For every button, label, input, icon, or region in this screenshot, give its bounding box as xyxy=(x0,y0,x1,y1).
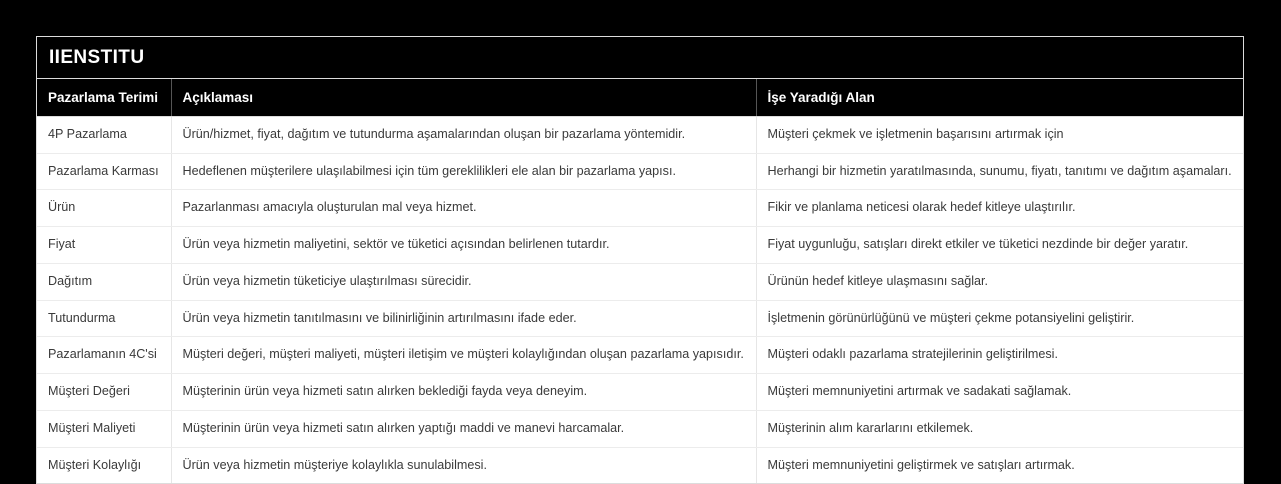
cell-term: Müşteri Değeri xyxy=(37,374,171,411)
table-row xyxy=(37,447,1243,483)
cell-term: Fiyat xyxy=(37,227,171,264)
cell-term: Müşteri Kolaylığı xyxy=(37,447,171,483)
column-header-benefit: İşe Yaradığı Alan xyxy=(756,79,1243,117)
cell-description: Müşteri değeri, müşteri maliyeti, müşteri iletişim ve müşteri kolaylığından oluşan pazarlama yapısıdır. xyxy=(171,337,756,374)
table-header xyxy=(37,79,1243,117)
cell-description: Ürün veya hizmetin tanıtılmasını ve bilinirliğinin artırılmasını ifade eder. xyxy=(171,300,756,337)
cell-benefit: Müşteri memnuniyetini artırmak ve sadakati sağlamak. xyxy=(756,374,1243,411)
cell-benefit: Ürünün hedef kitleye ulaşmasını sağlar. xyxy=(756,263,1243,300)
cell-benefit: Müşteri odaklı pazarlama stratejilerinin geliştirilmesi. xyxy=(756,337,1243,374)
cell-benefit: Fiyat uygunluğu, satışları direkt etkiler ve tüketici nezdinde bir değer yaratır. xyxy=(756,227,1243,264)
cell-term: Tutundurma xyxy=(37,300,171,337)
cell-description: Müşterinin ürün veya hizmeti satın alırken yaptığı maddi ve manevi harcamalar. xyxy=(171,410,756,447)
cell-description: Hedeflenen müşterilere ulaşılabilmesi için tüm gereklilikleri ele alan bir pazarlama yapısı. xyxy=(171,153,756,190)
cell-description: Ürün veya hizmetin tüketiciye ulaştırılması sürecidir. xyxy=(171,263,756,300)
table-body xyxy=(37,117,1243,484)
cell-description: Ürün veya hizmetin maliyetini, sektör ve tüketici açısından belirlenen tutardır. xyxy=(171,227,756,264)
column-header-description: Açıklaması xyxy=(171,79,756,117)
marketing-terms-table-card xyxy=(36,36,1244,484)
cell-benefit: Herhangi bir hizmetin yaratılmasında, sunumu, fiyatı, tanıtımı ve dağıtım aşamaları. xyxy=(756,153,1243,190)
cell-term: 4P Pazarlama xyxy=(37,117,171,154)
cell-term: Pazarlama Karması xyxy=(37,153,171,190)
cell-benefit: Fikir ve planlama neticesi olarak hedef kitleye ulaştırılır. xyxy=(756,190,1243,227)
table-row xyxy=(37,263,1243,300)
cell-benefit: Müşteri çekmek ve işletmenin başarısını artırmak için xyxy=(756,117,1243,154)
cell-term: Müşteri Maliyeti xyxy=(37,410,171,447)
marketing-terms-table xyxy=(37,79,1243,483)
table-row xyxy=(37,337,1243,374)
cell-term: Pazarlamanın 4C'si xyxy=(37,337,171,374)
cell-description: Ürün/hizmet, fiyat, dağıtım ve tutundurma aşamalarından oluşan bir pazarlama yöntemidir. xyxy=(171,117,756,154)
cell-benefit: Müşterinin alım kararlarını etkilemek. xyxy=(756,410,1243,447)
brand-bar xyxy=(37,37,1243,79)
column-header-term: Pazarlama Terimi xyxy=(37,79,171,117)
table-row xyxy=(37,374,1243,411)
table-row xyxy=(37,153,1243,190)
cell-term: Ürün xyxy=(37,190,171,227)
brand-logo: IIENSTITU xyxy=(49,47,145,68)
table-row xyxy=(37,300,1243,337)
cell-description: Müşterinin ürün veya hizmeti satın alırken beklediği fayda veya deneyim. xyxy=(171,374,756,411)
table-row xyxy=(37,410,1243,447)
cell-benefit: İşletmenin görünürlüğünü ve müşteri çekme potansiyelini geliştirir. xyxy=(756,300,1243,337)
table-header-row xyxy=(37,79,1243,117)
cell-description: Ürün veya hizmetin müşteriye kolaylıkla sunulabilmesi. xyxy=(171,447,756,483)
cell-description: Pazarlanması amacıyla oluşturulan mal veya hizmet. xyxy=(171,190,756,227)
cell-term: Dağıtım xyxy=(37,263,171,300)
table-row xyxy=(37,227,1243,264)
table-row xyxy=(37,117,1243,154)
table-row xyxy=(37,190,1243,227)
cell-benefit: Müşteri memnuniyetini geliştirmek ve satışları artırmak. xyxy=(756,447,1243,483)
